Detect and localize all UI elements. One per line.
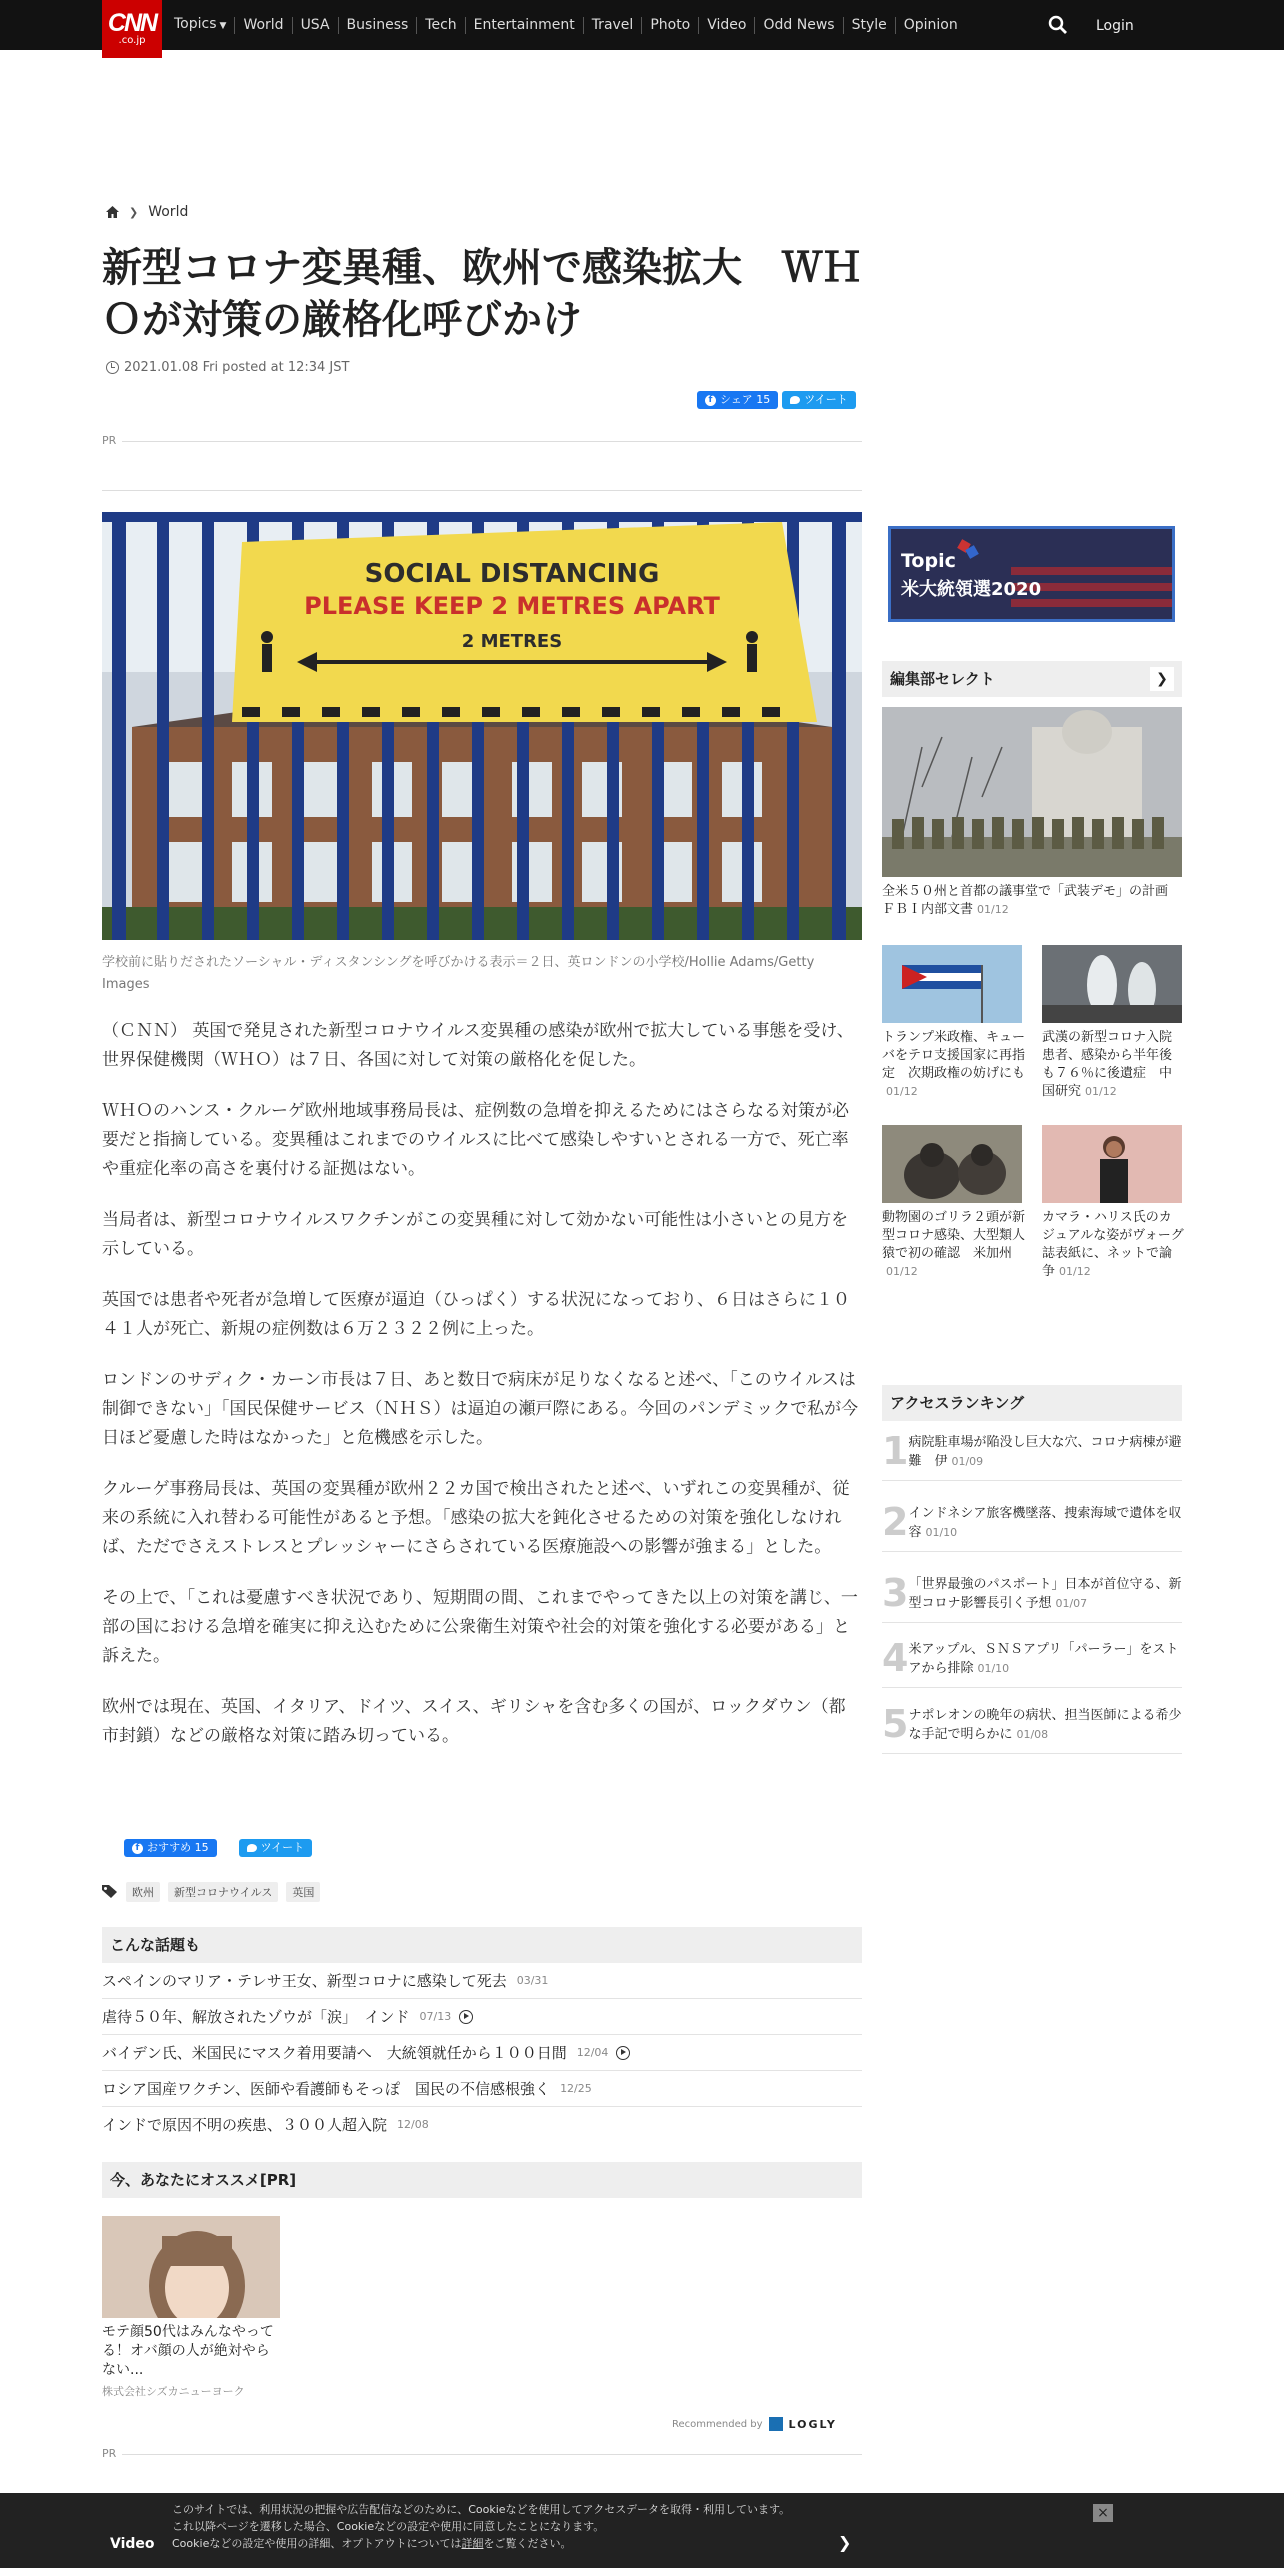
twitter-icon — [247, 1844, 257, 1852]
recommend-title[interactable]: モテ顔50代はみんなやってる！オバ顔の人が絶対やらない... — [102, 2324, 274, 2378]
recommended-by — [672, 2417, 837, 2431]
cookie-notice — [172, 2501, 872, 2552]
rank-text — [908, 1702, 1182, 1753]
related-date: 12/04 — [576, 2045, 609, 2059]
related-date: 03/31 — [516, 1973, 549, 1987]
chevron-right-icon[interactable]: ❯ — [838, 2533, 852, 2552]
divider — [122, 441, 862, 442]
editor-item-caption[interactable] — [1042, 1209, 1184, 1281]
cookie-line: このサイトでは、利用状況の把握や広告配信などのために、Cookieなどを使用してアクセスデータを取得・利用しています。 — [172, 2503, 791, 2516]
cookie-text-pre: Cookieなどの設定や使用の詳細、オプトアウトについては — [172, 2537, 462, 2550]
nav-label: Topics — [174, 16, 217, 32]
nav-tech[interactable]: Tech — [416, 17, 464, 34]
related-item[interactable] — [102, 1999, 862, 2035]
nav-topics[interactable] — [174, 16, 234, 35]
rank-date: 01/08 — [1016, 1728, 1049, 1741]
related-date: 12/08 — [397, 2118, 429, 2131]
related-heading: こんな話題も — [102, 1927, 862, 1963]
nav-odd-news[interactable]: Odd News — [754, 17, 842, 34]
rank-text — [908, 1429, 1182, 1480]
rank-date: 01/10 — [977, 1662, 1010, 1675]
tweet-button[interactable] — [782, 391, 855, 409]
related-item[interactable] — [102, 2107, 862, 2143]
rank-title: 病院駐車場が陥没し巨大な穴、コロナ病棟が避難 伊 — [908, 1435, 1182, 1469]
rank-title: 「世界最強のパスポート」日本が首位守る、新型コロナ影響長引く予想 — [908, 1577, 1182, 1611]
nav-video[interactable]: Video — [698, 17, 754, 34]
rank-date: 01/07 — [1055, 1597, 1088, 1610]
tag-list — [102, 1882, 328, 1902]
caption-title: 動物園のゴリラ２頭が新型コロナ感染、大型類人猿で初の確認 米加州 — [882, 1210, 1026, 1261]
recommend-label: おすすめ — [147, 1841, 192, 1854]
paragraph: 当局者は、新型コロナウイルスワクチンがこの変異種に対して効かない可能性は小さいとの見方を示している。 — [102, 1210, 849, 1259]
caption-title: 武漢の新型コロナ入院患者、感染から半年後も７６％に後遺症 中国研究 — [1042, 1030, 1173, 1099]
ranking-item[interactable] — [882, 1702, 1182, 1754]
main-nav — [174, 16, 966, 35]
pr-label: PR — [102, 434, 117, 447]
tag[interactable]: 欧州 — [126, 1882, 160, 1902]
caption-title: 全米５０州と首都の議事堂で「武装デモ」の計画 ＦＢＩ内部文書 — [882, 884, 1182, 917]
tag-icon — [102, 1885, 118, 1899]
nav-photo[interactable]: Photo — [641, 17, 698, 34]
login-link[interactable]: Login — [1096, 18, 1134, 34]
ranking-item[interactable] — [882, 1571, 1182, 1623]
rank-text — [908, 1500, 1182, 1551]
logo-text: CNN — [107, 9, 157, 37]
caption-date: 01/12 — [1085, 1085, 1117, 1098]
topic-title: 米大統領選2020 — [901, 579, 1042, 600]
divider — [122, 2454, 862, 2455]
recommend-count: 15 — [194, 1841, 209, 1854]
paragraph: クルーゲ事務局長は、英国の変異種が欧州２２カ国で検出されたと述べ、いずれこの変異種が、従来の系統に入れ替わる可能性があると予想。「感染の拡大を鈍化させるための対策を強化しなければ、ただでさえストレスとプレッシャーにさらされている医療施設への影響が強まる」とした。 — [102, 1479, 850, 1557]
paragraph: 英国では患者や死者が急増して医療が逼迫（ひっぱく）する状況になっており、６日はさらに１０４１人が死亡、新規の症例数は６万２３２２例に上った。 — [102, 1290, 850, 1339]
chevron-right-icon[interactable]: ❯ — [1150, 667, 1174, 691]
ranking-item[interactable] — [882, 1429, 1182, 1481]
pr-label: PR — [102, 2447, 117, 2460]
rank-date: 01/09 — [951, 1455, 984, 1468]
tweet-label: ツイート — [260, 1841, 305, 1854]
play-icon — [459, 2010, 473, 2024]
nav-style[interactable]: Style — [843, 17, 895, 34]
rank-text — [908, 1636, 1182, 1687]
share-count: 15 — [756, 393, 771, 406]
share-buttons-top — [697, 391, 856, 409]
caption-title: カマラ・ハリス氏のカジュアルな姿がヴォーグ誌表紙に、ネットで論争 — [1042, 1210, 1184, 1279]
video-section-label[interactable]: Video — [110, 2536, 155, 2552]
share-label: シェア — [720, 393, 753, 406]
tweet-button[interactable] — [239, 1839, 312, 1857]
related-title: 虐待５０年、解放されたゾウが「涙」 インド — [102, 2007, 410, 2026]
editor-item-caption[interactable] — [882, 1209, 1027, 1281]
recommend-image[interactable] — [102, 2216, 280, 2318]
editor-heading-label: 編集部セレクト — [890, 670, 995, 688]
ranking-item[interactable] — [882, 1636, 1182, 1688]
rank-number: 4 — [882, 1636, 909, 1680]
caption-date: 01/12 — [1059, 1265, 1091, 1278]
article-title: 新型コロナ変異種、欧州で感染拡大 ＷＨＯが対策の厳格化呼びかけ — [102, 245, 862, 343]
home-icon[interactable] — [106, 206, 119, 218]
breadcrumb-section[interactable]: World — [148, 204, 189, 220]
twitter-icon — [790, 396, 800, 404]
recommended-by-label: Recommended by — [672, 2418, 763, 2430]
editor-item-caption[interactable] — [1042, 1029, 1184, 1101]
editor-select-heading — [882, 661, 1182, 697]
article-photo — [102, 512, 862, 940]
editor-item-image[interactable] — [1042, 945, 1182, 1023]
editor-main-caption[interactable] — [882, 883, 1182, 919]
editor-item-image[interactable] — [1042, 1125, 1182, 1203]
editor-item-image[interactable] — [882, 1125, 1022, 1203]
tag[interactable]: 英国 — [286, 1882, 320, 1902]
related-title: インドで原因不明の疾患、３００人超入院 — [102, 2116, 388, 2134]
facebook-icon: f — [132, 1843, 143, 1854]
rank-title: インドネシア旅客機墜落、捜索海域で遺体を収容 — [908, 1506, 1182, 1540]
caption-date: 01/12 — [977, 903, 1009, 916]
editor-item-image[interactable] — [882, 945, 1022, 1023]
logly-icon — [769, 2417, 783, 2431]
logly-logo[interactable]: LOGLY — [788, 2417, 837, 2431]
cookie-details-link[interactable]: 詳細 — [461, 2537, 484, 2550]
nav-usa[interactable]: USA — [292, 17, 338, 34]
photo-caption: 学校前に貼りだされたソーシャル・ディスタンシングを呼びかける表示＝２日、英ロンドンの小学校/Hollie Adams/Getty Images — [102, 955, 815, 992]
rank-date: 01/10 — [925, 1526, 958, 1539]
breadcrumb — [106, 204, 188, 220]
recommend-source: 株式会社シズカニューヨーク — [102, 2385, 245, 2398]
editor-item-caption[interactable] — [882, 1029, 1027, 1101]
related-item[interactable] — [102, 2035, 862, 2071]
divider — [102, 490, 862, 491]
topic-label: Topic — [901, 550, 956, 572]
sign-line-3: 2 METRES — [461, 631, 563, 652]
chevron-right-icon: ❯ — [129, 205, 139, 219]
logo-sub: .co.jp — [118, 35, 146, 46]
nav-travel[interactable]: Travel — [583, 17, 642, 34]
cookie-line: これ以降ページを遷移した場合、Cookieなどの設定や使用に同意したことになります。 — [172, 2520, 605, 2533]
editor-main-image[interactable] — [882, 707, 1182, 877]
caption-date: 01/12 — [886, 1265, 918, 1278]
related-title: スペインのマリア・テレサ王女、新型コロナに感染して死去 — [102, 1971, 507, 1990]
rank-title: 米アップル、ＳＮＳアプリ「パーラー」をストアから排除 — [908, 1642, 1179, 1676]
clock-icon — [106, 361, 119, 374]
play-icon — [616, 2046, 630, 2060]
tag[interactable]: 新型コロナウイルス — [168, 1882, 278, 1902]
ranking-heading: アクセスランキング — [882, 1385, 1182, 1421]
related-item[interactable] — [102, 2071, 862, 2107]
related-list — [102, 1963, 862, 2143]
date-text: 2021.01.08 Fri posted at 12:34 JST — [124, 360, 350, 375]
top-navbar — [0, 0, 1284, 50]
related-date: 07/13 — [419, 2009, 452, 2023]
nav-business[interactable]: Business — [338, 17, 417, 34]
caption-date: 01/12 — [886, 1085, 918, 1098]
rank-number: 3 — [882, 1571, 909, 1615]
related-title: バイデン氏、米国民にマスク着用要請へ 大統領就任から１００日間 — [102, 2043, 567, 2062]
rank-title: ナポレオンの晩年の病状、担当医師による希少な手記で明らかに — [908, 1708, 1182, 1742]
nav-opinion[interactable]: Opinion — [895, 17, 966, 34]
rank-number: 1 — [882, 1429, 909, 1473]
facebook-share-button[interactable] — [697, 391, 778, 409]
cookie-line — [172, 2535, 872, 2552]
cnn-logo[interactable] — [102, 0, 162, 58]
paragraph: 欧州では現在、英国、イタリア、ドイツ、スイス、ギリシャを含む多くの国が、ロックダウン（都市封鎖）などの厳格な対策に踏み切っている。 — [102, 1697, 846, 1746]
sign-line-2: PLEASE KEEP 2 METRES APART — [304, 592, 720, 620]
nav-entertainment[interactable]: Entertainment — [465, 17, 583, 34]
facebook-icon: f — [705, 395, 716, 406]
recommend-heading: 今、あなたにオススメ[PR] — [102, 2162, 862, 2198]
close-icon[interactable]: × — [1093, 2504, 1113, 2522]
article-date — [106, 360, 349, 375]
article-body — [102, 1017, 862, 1773]
sign-line-1: SOCIAL DISTANCING — [364, 559, 660, 589]
search-icon[interactable] — [1048, 15, 1068, 35]
paragraph: ＷＨＯのハンス・クルーゲ欧州地域事務局長は、症例数の急増を抑えるためにはさらなる対策が必要だと指摘している。変異種はこれまでのウイルスに比べて感染しやすいとされる一方で、死亡率や重症化率の高さを裏付ける証拠はない。 — [102, 1101, 849, 1179]
related-title: ロシア国産ワクチン、医師や看護師もそっぽ 国民の不信感根強く — [102, 2079, 551, 2098]
paragraph: （ＣＮＮ） 英国で発見された新型コロナウイルス変異種の感染が欧州で拡大している事態を受け、世界保健機関（ＷＨＯ）は７日、各国に対して対策の厳格化を促した。 — [102, 1021, 854, 1070]
paragraph: その上で、「これは憂慮すべき状況であり、短期間の間、これまでやってきた以上の対策を講じ、一部の国における急増を確実に抑え込むために公衆衛生対策や社会的対策を強化する必要がある」と訴えた。 — [102, 1588, 858, 1666]
related-item[interactable] — [102, 1963, 862, 1999]
ranking-item[interactable] — [882, 1500, 1182, 1552]
tweet-label: ツイート — [804, 393, 848, 406]
related-date: 12/25 — [560, 2081, 592, 2095]
rank-number: 5 — [882, 1702, 909, 1746]
paragraph: ロンドンのサディク・カーン市長は７日、あと数日で病床が足りなくなると述べ、「このウイルスは制御できない」「国民保健サービス（ＮＨＳ）は逼迫の瀬戸際にある。今回のパンデミックで私が今日ほど憂慮した時はなかった」と危機感を示した。 — [102, 1370, 859, 1448]
cookie-text-post: をご覧ください。 — [483, 2537, 572, 2550]
chevron-down-icon: ▼ — [219, 21, 227, 31]
rank-number: 2 — [882, 1500, 909, 1544]
share-buttons-bottom — [124, 1839, 312, 1857]
topic-banner[interactable] — [888, 526, 1175, 622]
caption-title: トランプ米政権、キューバをテロ支援国家に再指定 次期政権の妨げにも — [882, 1030, 1026, 1081]
nav-world[interactable]: World — [234, 17, 291, 34]
rank-text — [908, 1571, 1182, 1622]
facebook-recommend-button[interactable] — [124, 1839, 217, 1857]
